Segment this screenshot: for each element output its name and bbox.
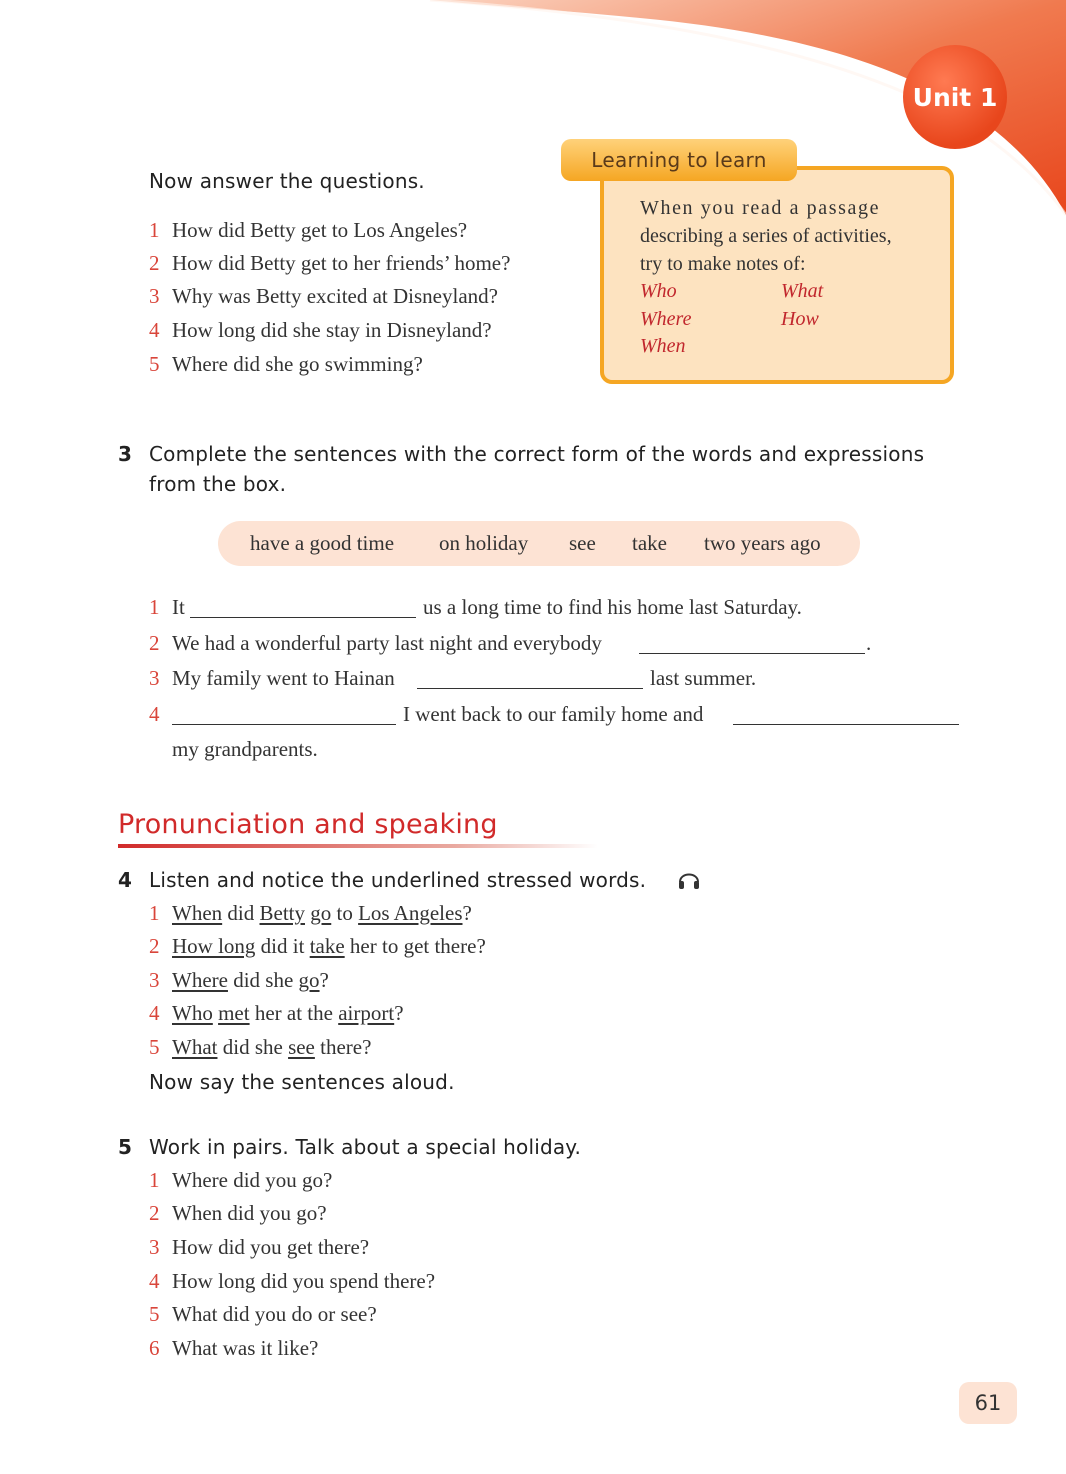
sentence-number: 4	[149, 702, 160, 726]
question-text: When did you go?	[172, 1201, 327, 1225]
sentence-number: 1	[149, 595, 160, 619]
exercise-number: 4	[118, 868, 132, 892]
headphones-icon[interactable]	[677, 866, 701, 892]
learning-text-line: When you read a passage	[640, 197, 881, 219]
question-text: How long did you spend there?	[172, 1269, 436, 1293]
stress-sentence: Who met her at the airport?	[172, 1001, 404, 1025]
sentence-part: my grandparents.	[172, 737, 318, 761]
sentence-number: 4	[149, 1001, 160, 1025]
word-box-item: have a good time	[250, 531, 395, 555]
sentence-part: My family went to Hainan	[172, 666, 395, 690]
question-text: Why was Betty excited at Disneyland?	[172, 284, 498, 308]
sentence-part: .	[866, 631, 872, 655]
sentence-number: 2	[149, 934, 160, 958]
question-text: What did you do or see?	[172, 1302, 377, 1326]
stress-sentence: When did Betty go to Los Angeles?	[172, 901, 472, 925]
answer-instruction: Now answer the questions.	[149, 169, 425, 193]
question-text: How did Betty get to her friends’ home?	[172, 251, 511, 275]
sentence-part: It	[172, 595, 185, 619]
question-text: How long did she stay in Disneyland?	[172, 318, 492, 342]
question-number: 3	[149, 284, 160, 308]
question-number: 2	[149, 251, 160, 275]
learning-text-line: describing a series of activities,	[640, 225, 892, 247]
exercise4-instruction: Listen and notice the underlined stressed words.	[149, 868, 647, 892]
section-underline	[118, 844, 598, 848]
answer-blank[interactable]	[417, 688, 643, 689]
note-when: When	[640, 335, 686, 357]
question-number: 3	[149, 1235, 160, 1259]
note-how: How	[781, 308, 819, 330]
exercise-number: 5	[118, 1135, 132, 1159]
question-text: What was it like?	[172, 1336, 319, 1360]
question-text: How did Betty get to Los Angeles?	[172, 218, 468, 242]
exercise-number: 3	[118, 442, 132, 466]
word-box-item: on holiday	[439, 531, 529, 555]
answer-blank[interactable]	[190, 617, 416, 618]
stress-sentence: What did she see there?	[172, 1035, 372, 1059]
stress-sentence: Where did she go?	[172, 968, 329, 992]
question-number: 4	[149, 318, 160, 342]
answer-blank[interactable]	[733, 724, 959, 725]
question-text: Where did she go swimming?	[172, 352, 423, 376]
note-where: Where	[640, 308, 692, 330]
sentence-number: 3	[149, 666, 160, 690]
learning-text-line: try to make notes of:	[640, 253, 806, 275]
question-number: 5	[149, 1302, 160, 1326]
word-box-item: see	[569, 531, 596, 555]
section-title: Pronunciation and speaking	[118, 809, 498, 840]
answer-blank[interactable]	[639, 653, 865, 654]
unit-badge: Unit 1	[903, 45, 1007, 149]
question-number: 4	[149, 1269, 160, 1293]
sentence-part: I went back to our family home and	[403, 702, 704, 726]
page-number: 61	[959, 1382, 1017, 1424]
question-number: 1	[149, 1168, 160, 1192]
sentence-number: 5	[149, 1035, 160, 1059]
stress-sentence: How long did it take her to get there?	[172, 934, 486, 958]
word-box-item: take	[632, 531, 667, 555]
sentence-part: We had a wonderful party last night and everybody	[172, 631, 602, 655]
note-what: What	[781, 280, 824, 302]
sentence-number: 2	[149, 631, 160, 655]
sentence-part: us a long time to find his home last Saturday.	[423, 595, 802, 619]
question-number: 1	[149, 218, 160, 242]
question-text: How did you get there?	[172, 1235, 370, 1259]
learning-to-learn-title: Learning to learn	[561, 139, 797, 181]
exercise3-instruction-line2: from the box.	[149, 472, 287, 496]
sentence-number: 1	[149, 901, 160, 925]
answer-blank[interactable]	[172, 724, 396, 725]
word-box-item: two years ago	[704, 531, 821, 555]
sentence-number: 3	[149, 968, 160, 992]
question-number: 2	[149, 1201, 160, 1225]
exercise4-followup: Now say the sentences aloud.	[149, 1070, 455, 1094]
question-number: 6	[149, 1336, 160, 1360]
exercise5-instruction: Work in pairs. Talk about a special holiday.	[149, 1135, 582, 1159]
question-text: Where did you go?	[172, 1168, 333, 1192]
question-number: 5	[149, 352, 160, 376]
note-who: Who	[640, 280, 677, 302]
sentence-part: last summer.	[650, 666, 757, 690]
exercise3-instruction-line1: Complete the sentences with the correct form of the words and expressions	[149, 442, 925, 466]
